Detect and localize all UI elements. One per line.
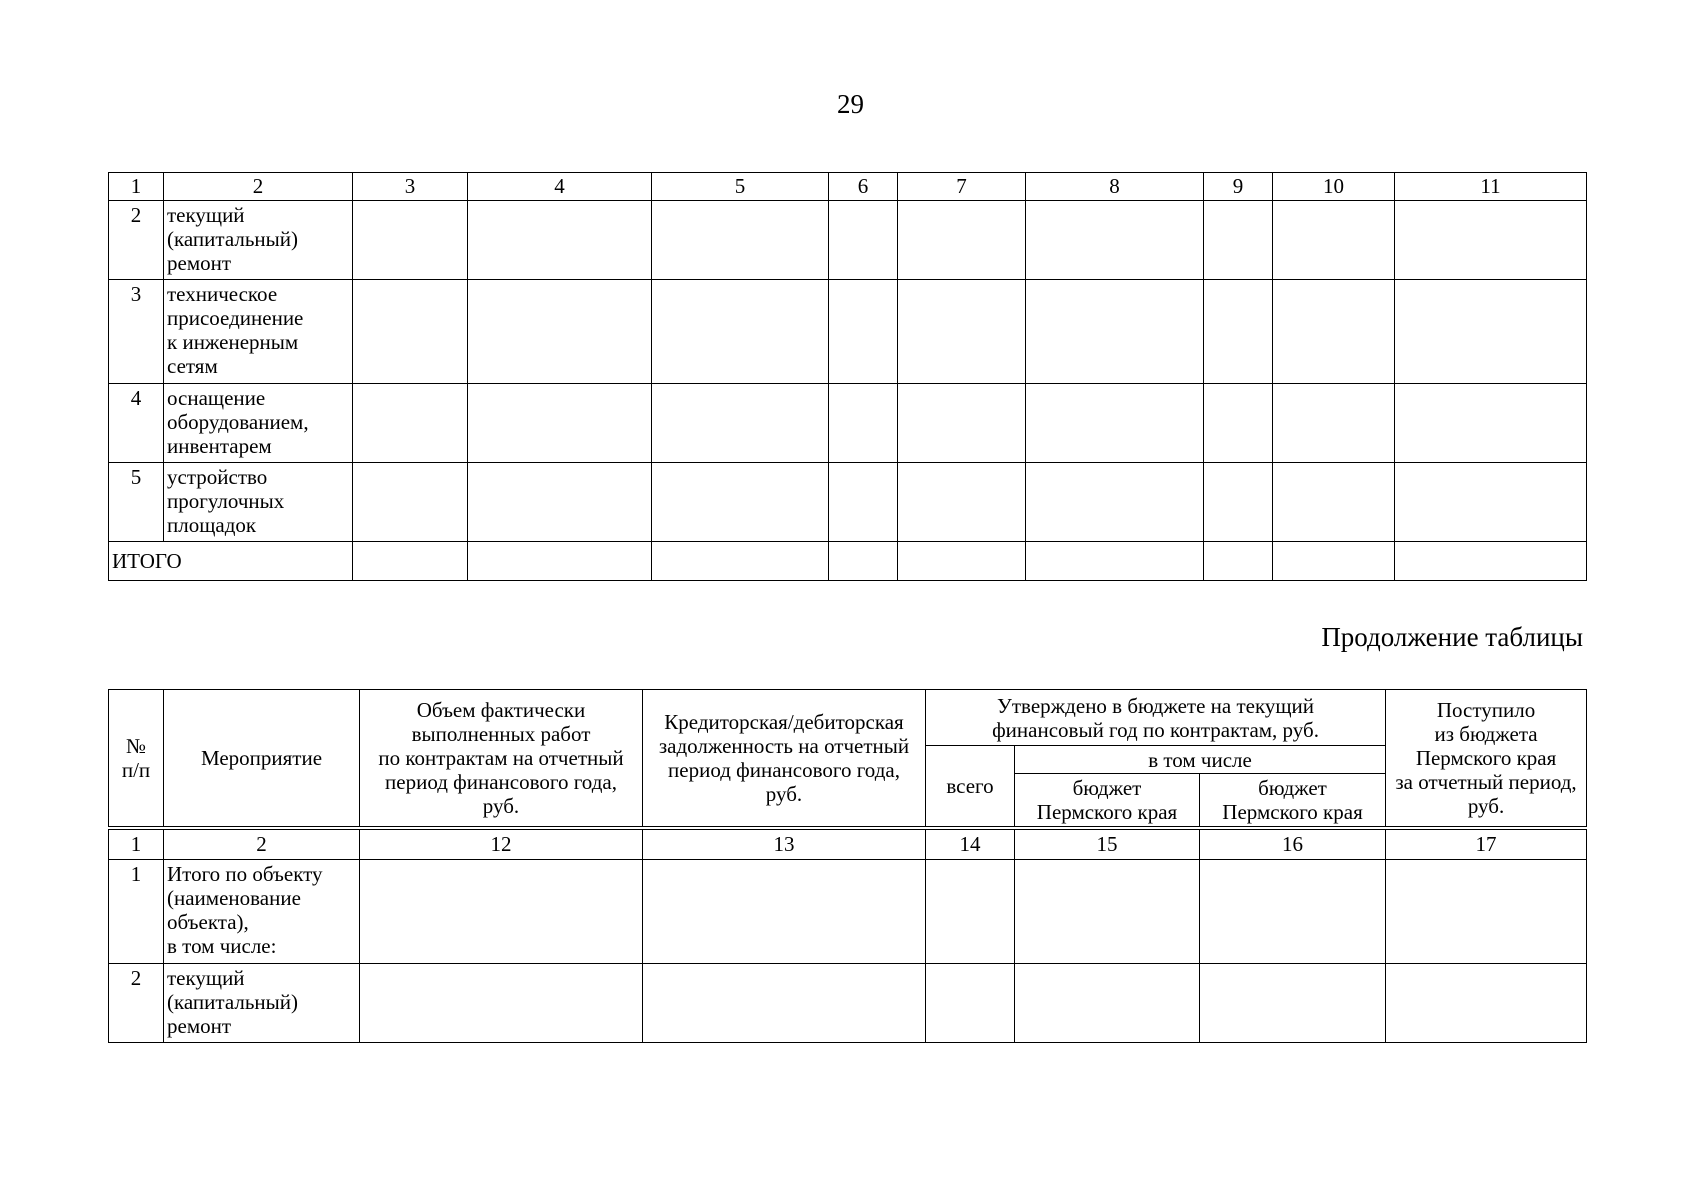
empty-cell bbox=[1204, 542, 1273, 581]
page-number: 29 bbox=[837, 89, 864, 119]
empty-cell bbox=[652, 384, 829, 463]
column-number: 6 bbox=[829, 173, 898, 201]
column-number: 15 bbox=[1015, 828, 1200, 860]
event-name-line: оснащение bbox=[167, 386, 266, 410]
empty-cell bbox=[1395, 280, 1587, 384]
column-number-row bbox=[109, 173, 1587, 201]
event-name-line: ремонт bbox=[167, 251, 232, 275]
expenses-table-part-1 bbox=[108, 172, 1587, 581]
event-name-line: прогулочных bbox=[167, 489, 285, 513]
empty-cell bbox=[1204, 384, 1273, 463]
empty-cell bbox=[829, 542, 898, 581]
empty-cell bbox=[1204, 280, 1273, 384]
header-line: № bbox=[125, 733, 147, 758]
empty-cell bbox=[898, 463, 1026, 542]
empty-cell bbox=[1395, 463, 1587, 542]
table-continuation-label: Продолжение таблицы bbox=[1321, 622, 1583, 652]
empty-cell bbox=[1386, 963, 1587, 1042]
empty-cell bbox=[1204, 201, 1273, 280]
column-number: 9 bbox=[1204, 173, 1273, 201]
column-number: 5 bbox=[652, 173, 829, 201]
empty-cell bbox=[643, 963, 926, 1042]
header-line: Кредиторская/дебиторская bbox=[664, 709, 904, 734]
header-line: бюджет bbox=[1072, 775, 1142, 800]
empty-cell bbox=[1204, 463, 1273, 542]
empty-cell bbox=[1026, 463, 1204, 542]
event-name-line: (капитальный) bbox=[167, 227, 298, 251]
empty-cell bbox=[1395, 201, 1587, 280]
empty-cell bbox=[353, 463, 468, 542]
event-name-line: сетям bbox=[167, 354, 218, 378]
header-approved bbox=[926, 690, 1386, 746]
event-name-line: инвентарем bbox=[167, 434, 272, 458]
empty-cell bbox=[1395, 384, 1587, 463]
event-name-line: оборудованием, bbox=[167, 410, 309, 434]
table-row bbox=[109, 463, 1587, 542]
column-number: 17 bbox=[1386, 828, 1587, 860]
table-row bbox=[109, 859, 1587, 963]
event-name-line: в том числе: bbox=[167, 933, 277, 958]
header-line: выполненных работ bbox=[411, 721, 591, 746]
header-line: Пермского края bbox=[1222, 799, 1363, 824]
row-number: 5 bbox=[109, 463, 164, 542]
column-number: 1 bbox=[109, 828, 164, 860]
header-including: в том числе bbox=[1015, 746, 1386, 774]
event-name-line: техническое bbox=[167, 282, 278, 306]
header-line: за отчетный период, bbox=[1395, 769, 1577, 794]
empty-cell bbox=[353, 280, 468, 384]
event-name-line: устройство bbox=[167, 465, 268, 489]
empty-cell bbox=[1026, 384, 1204, 463]
column-number: 1 bbox=[109, 173, 164, 201]
column-number: 4 bbox=[468, 173, 652, 201]
empty-cell bbox=[1200, 859, 1386, 963]
empty-cell bbox=[829, 384, 898, 463]
header-line: руб. bbox=[1467, 793, 1505, 818]
column-number: 2 bbox=[164, 828, 360, 860]
event-name-line: (капитальный) bbox=[167, 989, 298, 1014]
empty-cell bbox=[353, 201, 468, 280]
table-row bbox=[109, 384, 1587, 463]
header-line: Поступило bbox=[1436, 697, 1536, 722]
empty-cell bbox=[1273, 201, 1395, 280]
event-name bbox=[164, 384, 353, 463]
table-row bbox=[109, 201, 1587, 280]
header-event: Мероприятие bbox=[164, 690, 360, 828]
header-line: Объем фактически bbox=[416, 697, 586, 722]
header-line: руб. bbox=[482, 793, 520, 818]
empty-cell bbox=[926, 963, 1015, 1042]
event-name bbox=[164, 201, 353, 280]
column-number: 7 bbox=[898, 173, 1026, 201]
event-name-line: (наименование bbox=[167, 885, 301, 910]
empty-cell bbox=[360, 963, 643, 1042]
empty-cell bbox=[1015, 963, 1200, 1042]
header-line: период финансового года, bbox=[668, 757, 900, 782]
event-name-line: объекта), bbox=[167, 909, 249, 934]
row-number: 1 bbox=[109, 859, 164, 963]
empty-cell bbox=[468, 280, 652, 384]
empty-cell bbox=[468, 463, 652, 542]
header-line: из бюджета bbox=[1434, 721, 1538, 746]
header-line: руб. bbox=[765, 781, 803, 806]
event-name-line: текущий bbox=[167, 203, 245, 227]
row-number: 3 bbox=[109, 280, 164, 384]
event-name bbox=[164, 463, 353, 542]
header-line: п/п bbox=[121, 757, 151, 782]
empty-cell bbox=[829, 463, 898, 542]
header-budget-2 bbox=[1200, 774, 1386, 828]
header-line: период финансового года, bbox=[385, 769, 617, 794]
empty-cell bbox=[1273, 542, 1395, 581]
empty-cell bbox=[1015, 859, 1200, 963]
empty-cell bbox=[468, 542, 652, 581]
column-number: 16 bbox=[1200, 828, 1386, 860]
column-number: 13 bbox=[643, 828, 926, 860]
event-name bbox=[164, 280, 353, 384]
row-number: 2 bbox=[109, 201, 164, 280]
empty-cell bbox=[829, 280, 898, 384]
event-name-line: присоединение bbox=[167, 306, 304, 330]
empty-cell bbox=[468, 201, 652, 280]
event-name-line: площадок bbox=[167, 513, 257, 537]
empty-cell bbox=[652, 542, 829, 581]
empty-cell bbox=[1200, 963, 1386, 1042]
empty-cell bbox=[898, 542, 1026, 581]
header-volume bbox=[360, 690, 643, 828]
empty-cell bbox=[652, 201, 829, 280]
event-name bbox=[164, 963, 360, 1042]
header-line: бюджет bbox=[1258, 775, 1327, 800]
header-line: задолженность на отчетный bbox=[658, 733, 910, 758]
empty-cell bbox=[1273, 463, 1395, 542]
header-debt bbox=[643, 690, 926, 828]
empty-cell bbox=[652, 463, 829, 542]
total-row bbox=[109, 542, 1587, 581]
empty-cell bbox=[353, 542, 468, 581]
header-line: по контрактам на отчетный bbox=[378, 745, 624, 770]
event-name-line: к инженерным bbox=[167, 330, 299, 354]
empty-cell bbox=[898, 280, 1026, 384]
header-total: всего bbox=[926, 746, 1015, 828]
table-row bbox=[109, 280, 1587, 384]
column-number: 2 bbox=[164, 173, 353, 201]
header-num bbox=[109, 690, 164, 828]
empty-cell bbox=[926, 859, 1015, 963]
column-number-row bbox=[109, 828, 1587, 860]
empty-cell bbox=[652, 280, 829, 384]
empty-cell bbox=[829, 201, 898, 280]
expenses-table-part-2 bbox=[108, 689, 1587, 1043]
empty-cell bbox=[360, 859, 643, 963]
empty-cell bbox=[1273, 384, 1395, 463]
empty-cell bbox=[1026, 280, 1204, 384]
empty-cell bbox=[1026, 201, 1204, 280]
empty-cell bbox=[1026, 542, 1204, 581]
event-name-line: текущий bbox=[167, 965, 245, 990]
header-received bbox=[1386, 690, 1587, 828]
empty-cell bbox=[468, 384, 652, 463]
header-line: Пермского края bbox=[1415, 745, 1557, 770]
row-number: 2 bbox=[109, 963, 164, 1042]
column-number: 10 bbox=[1273, 173, 1395, 201]
column-number: 11 bbox=[1395, 173, 1587, 201]
table-row bbox=[109, 963, 1587, 1042]
event-name-line: ремонт bbox=[167, 1013, 232, 1038]
event-name-line: Итого по объекту bbox=[167, 861, 323, 886]
empty-cell bbox=[1273, 280, 1395, 384]
column-number: 12 bbox=[360, 828, 643, 860]
header-line: Утверждено в бюджете на текущий bbox=[997, 693, 1314, 718]
column-number: 14 bbox=[926, 828, 1015, 860]
total-label: ИТОГО bbox=[109, 542, 353, 581]
empty-cell bbox=[898, 384, 1026, 463]
header-line: финансовый год по контрактам, руб. bbox=[992, 717, 1319, 742]
empty-cell bbox=[1386, 859, 1587, 963]
row-number: 4 bbox=[109, 384, 164, 463]
header-budget-1 bbox=[1015, 774, 1200, 828]
empty-cell bbox=[643, 859, 926, 963]
empty-cell bbox=[353, 384, 468, 463]
column-number: 8 bbox=[1026, 173, 1204, 201]
empty-cell bbox=[1395, 542, 1587, 581]
header-row bbox=[109, 690, 1587, 746]
column-number: 3 bbox=[353, 173, 468, 201]
event-name bbox=[164, 859, 360, 963]
header-line: Пермского края bbox=[1036, 799, 1178, 824]
empty-cell bbox=[898, 201, 1026, 280]
